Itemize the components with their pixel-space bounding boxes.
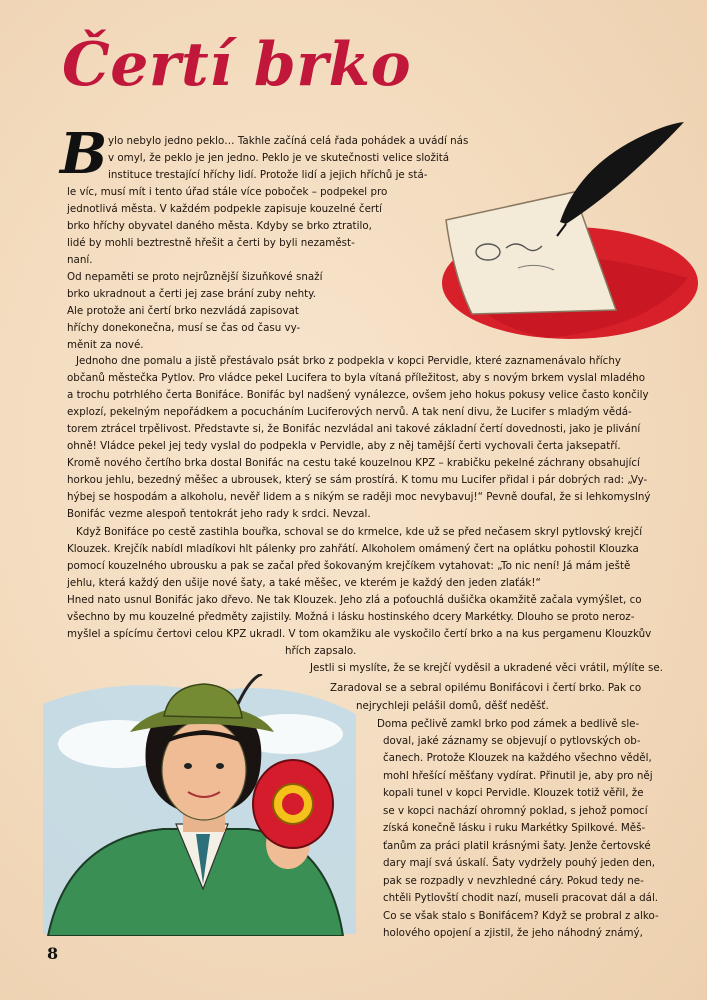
bonifac-illustration [38,674,373,936]
text-line: dary mají svá úskalí. Šaty vydržely pouhý jeden den, [383,857,656,869]
text-line: Jednoho dne pomalu a jistě přestávalo psát brko z podpekla v kopci Pervidle, které zaznamenávalo hříchy [76,355,621,367]
text-line: myšlel a spícímu čertovi celou KPZ ukradl. V tom okamžiku ale vyskočilo čertí brko a na kus pergamenu Klouzkův [67,628,652,640]
text-line: a trochu potrhlého čerta Bonifáce. Bonifác byl nadšený vynálezce, ovšem jeho hokus pokusy velice často končily [67,389,649,401]
text-line: mohl hřešící měšťany vydírat. Přinutil je, aby pro něj [383,770,653,782]
text-line: ylo nebylo jedno peklo… Takhle začíná celá řada pohádek a uvádí nás [108,135,469,147]
text-line: le víc, musí mít i tento úřad stále více poboček – podpekel pro [67,186,388,198]
text-line: Hned nato usnul Bonifác jako dřevo. Ne tak Klouzek. Jeho zlá a poťouchlá dušička okamžitě začala vymýšlet, co [67,594,642,606]
text-line: kopali tunel v kopci Pervidle. Klouzek totiž věřil, že [383,787,644,799]
text-line: Klouzek. Krejčík nabídl mladíkovi hlt pálenky pro zahřátí. Alkoholem omámený čert na oplátku pohostil Klouzka [67,543,639,555]
text-line: čanech. Protože Klouzek na každého všechno věděl, [383,752,652,764]
text-line: ohně! Vládce pekel jej tedy vyslal do podpekla v Pervidle, aby z něj tamější čerti vychovali čerta jaksepatří. [67,440,621,452]
text-line: občanů městečka Pytlov. Pro vládce pekel Lucifera to byla vítaná příležitost, aby s novým brkem vyslal mladého [67,372,645,384]
text-line: se v kopci nachází ohromný poklad, s jehož pomocí [383,805,648,817]
text-line: Zaradoval se a sebral opilému Bonifácovi i čertí brko. Pak co [330,682,642,694]
text-line: brko hříchy obyvatel daného města. Kdyby se brko ztratilo, [67,220,372,232]
text-line: Doma pečlivě zamkl brko pod zámek a bedlivě sle- [377,718,640,730]
text-line: Bonifác vezme alespoň tentokrát jeho rady k srdci. Nevzal. [67,508,371,520]
text-line: ťanům za práci platil krásnými šaty. Jenže čertovské [383,840,651,852]
text-line: jehlu, která každý den ušije nové šaty, a také měšec, ve kterém je každý den jeden zlaťák!“ [67,577,541,589]
text-line: jednotlivá města. V každém podpekle zapisuje kouzelné čertí [67,203,383,215]
text-line: Co se však stalo s Bonifácem? Když se probral z alko- [383,910,659,922]
text-line: měnit za nové. [67,339,144,351]
text-line: holového opojení a zjistil, že jeho náhodný známý, [383,927,643,939]
text-line: Od nepaměti se proto nejrůznější šizuňkové snaží [67,271,323,283]
text-line: naní. [67,254,93,266]
text-line: Jestli si myslíte, že se krejčí vyděsil a ukradené věci vrátil, mýlíte se. [310,662,664,674]
text-line: explozí, pekelným nepořádkem a pocucháním Luciferových nervů. A tak není divu, že Lucifer s mladým vědá- [67,406,632,418]
drop-cap: B [60,121,108,187]
text-line: instituce trestající hříchy lidí. Protože lidí a jejich hříchů je stá- [108,169,428,181]
text-line: všechno by mu kouzelné předměty zajistily. Možná i lásku hostinského dcery Markétky. Dlouho se proto neroz- [67,611,635,623]
text-line: hřích zapsalo. [285,645,357,657]
text-line: v omyl, že peklo je jen jedno. Peklo je ve skutečnosti velice složitá [108,152,450,164]
text-line: pomocí kouzelného ubrousku a pak se začal před šokovaným krejčíkem vytahovat: „To nic není! Já mám ještě [67,560,631,572]
text-line: Kromě nového čertího brka dostal Bonifác na cestu také kouzelnou KPZ – krabičku pekelné záchrany obsahující [67,457,640,469]
text-line: torem ztrácel trpělivost. Představte si, že Bonifác nezvládal ani takové základní čertí dovednosti, jako je plivání [67,423,641,435]
text-line: získá konečně lásku i ruku Markétky Spilkové. Měš- [383,822,646,834]
text-line: chtěli Pytlovští chodit nazí, museli pracovat dál a dál. [383,892,659,904]
quill-feather [560,122,684,224]
page-title: Čertí brko [62,30,412,100]
text-line: hříchy donekonečna, musí se čas od času vy- [67,322,301,334]
text-line: hýbej se hospodám a alkoholu, nevěř lidem a s nikým se raději moc nevybavuj!“ Pevně doufal, že si lehkomyslný [67,491,651,503]
text-line: horkou jehlu, bezedný měšec a ubrousek, který se sám prostírá. K tomu mu Lucifer přidal i pár dobrých rad: „Vy- [67,474,648,486]
text-line: nejrychleji pelášil domů, děšť neděšť. [356,700,549,712]
text-line: doval, jaké záznamy se objevují o pytlovských ob- [383,735,641,747]
text-line: pak se rozpadly v nevzhledné cáry. Pokud tedy ne- [383,875,644,887]
text-line: lidé by mohli beztrestně hřešit a čerti by byli nezaměst- [67,237,355,249]
text-line: brko ukradnout a čerti jej zase brání zuby nehty. [67,288,317,300]
text-line: Když Bonifáce po cestě zastihla bouřka, schoval se do krmelce, kde už se před nečasem skryl pytlovský krejčí [76,526,643,538]
text-line: Ale protože ani čertí brko nezvládá zapisovat [67,305,299,317]
page-number: 8 [47,944,59,963]
parchment [446,192,616,314]
